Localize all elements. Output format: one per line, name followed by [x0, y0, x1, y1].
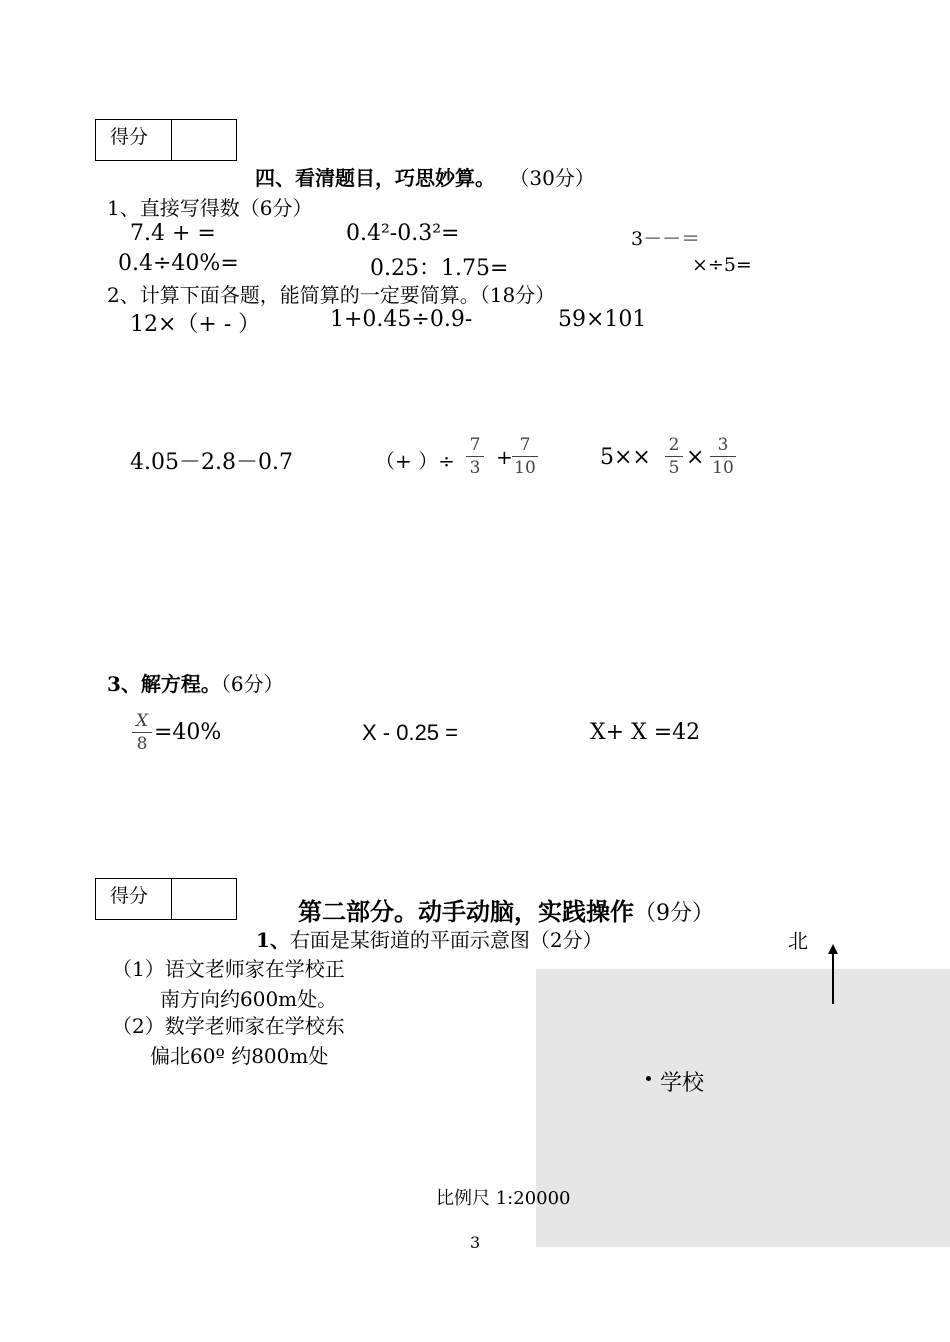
part2-title: 第二部分。动手动脑，实践操作: [298, 897, 634, 926]
north-label: 北: [788, 929, 808, 953]
fraction-numerator: X: [135, 711, 149, 731]
q3-heading: 3、解方程。: [107, 672, 221, 696]
q1-item-1: 7.4 + =: [130, 221, 216, 246]
fraction-x-8: [132, 713, 152, 753]
fraction-numerator: 7: [469, 435, 481, 455]
sub1-line2: 南方向约600m处。: [160, 987, 338, 1011]
sub2-line2: 偏北60º 约800m处: [150, 1044, 329, 1068]
part2-title-line: [298, 892, 714, 927]
score-label: 得分: [96, 879, 172, 919]
plus-sign: +: [496, 445, 513, 469]
fraction-denominator: 3: [469, 458, 481, 478]
fraction-numerator: 2: [668, 435, 680, 455]
scale-label: 比例尺 1:20000: [436, 1188, 571, 1209]
fraction-denominator: 8: [136, 734, 148, 754]
score-box: [95, 878, 237, 920]
sub1-line1: （1）语文老师家在学校正: [112, 957, 345, 981]
school-dot-icon: [646, 1076, 651, 1081]
sub2-line1: （2）数学老师家在学校东: [112, 1014, 345, 1038]
score-box: [95, 119, 237, 161]
part2-points: （9分）: [634, 901, 714, 926]
fraction-denominator: 10: [514, 458, 536, 478]
north-arrow-icon: [824, 944, 842, 1006]
q3-heading-line: [107, 668, 284, 697]
school-label: 学校: [660, 1071, 705, 1096]
part2-q1-number: 1、: [256, 928, 290, 952]
q1-item-6: ×÷5=: [692, 254, 752, 276]
q2-expr-2: 1+0.45÷0.9-: [330, 307, 473, 332]
equation-3: X+ X =42: [590, 720, 701, 745]
q2-expr-3: 59×101: [558, 307, 647, 332]
section4-title: 四、看清题目，巧思妙算。: [255, 166, 495, 190]
q2-expr-1: 12×（+ - ）: [130, 312, 261, 337]
fraction-7-3: [466, 437, 484, 477]
section4-points: （30分）: [509, 166, 595, 190]
equation-2: X - 0.25 =: [362, 720, 459, 745]
q1-item-5: 0.25：1.75=: [370, 256, 509, 281]
q1-item-4: 0.4÷40%=: [118, 251, 239, 276]
q1-heading: 1、直接写得数（6分）: [107, 196, 313, 220]
fraction-2-5: [665, 437, 683, 477]
score-label: 得分: [96, 120, 172, 160]
times-sign: ×: [686, 445, 705, 470]
fraction-3-10: [710, 437, 736, 477]
q2-expr-6-prefix: 5××: [600, 445, 651, 470]
q1-item-2: 0.4²-0.3²=: [346, 221, 460, 246]
part2-q1-line: [256, 924, 603, 953]
q2-heading: 2、计算下面各题，能简算的一定要简算。（18分）: [107, 283, 556, 307]
fraction-numerator: 7: [519, 435, 531, 455]
q2-expr-5-prefix: （+ ）÷: [375, 449, 455, 473]
q2-expr-4: 4.05－2.8－0.7: [130, 450, 293, 475]
fraction-7-10: [512, 437, 538, 477]
street-map: [536, 969, 950, 1247]
q1-item-3: 3－－＝: [631, 228, 701, 250]
fraction-numerator: 3: [717, 435, 729, 455]
part2-q1-text: 右面是某街道的平面示意图（2分）: [289, 928, 603, 952]
equation-1-rest: =40%: [154, 720, 222, 745]
fraction-denominator: 10: [712, 458, 734, 478]
fraction-denominator: 5: [668, 458, 680, 478]
q3-points: （6分）: [220, 672, 284, 696]
section4-title-line: [255, 162, 595, 191]
page-number: 3: [470, 1233, 481, 1252]
